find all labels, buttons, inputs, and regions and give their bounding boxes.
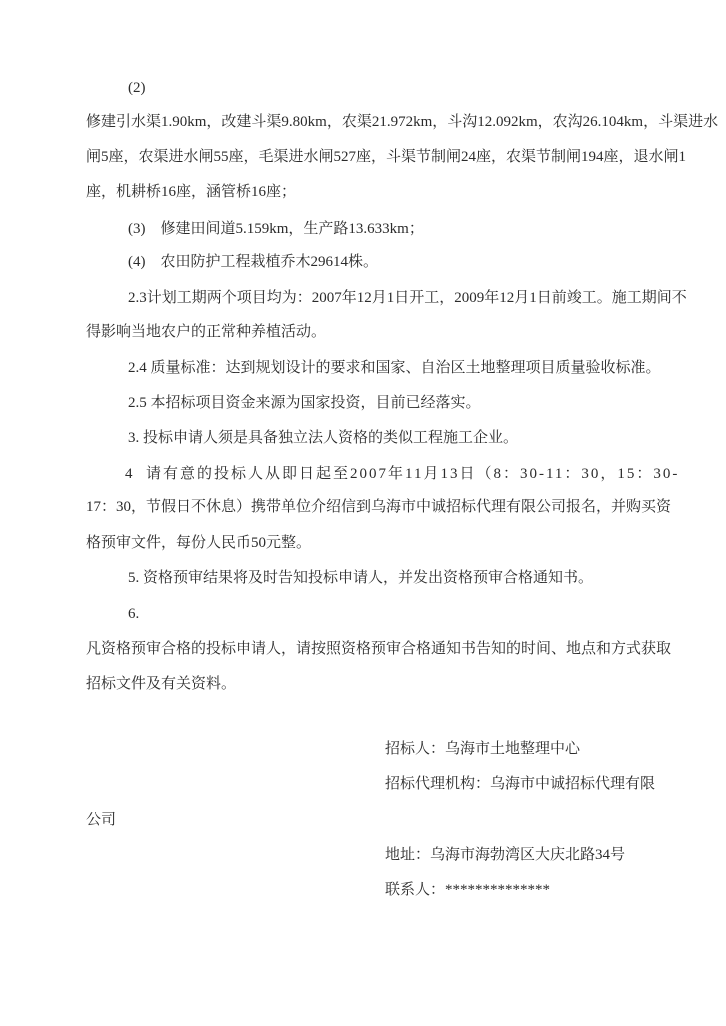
tenderee-line: 招标人：乌海市土地整理中心 [385, 741, 581, 757]
clause-2-3-line-2: 得影响当地农户的正常种养植活动。 [86, 324, 327, 340]
clause-4-line-1: 4 请有意的投标人从即日起至2007年11月13日（8：30-11：30，15：30- [125, 466, 680, 482]
clause-6-line-1: 凡资格预审合格的投标申请人，请按照资格预审合格通知书告知的时间、地点和方式获取 [86, 641, 672, 657]
item-3-line: (3) 修建田间道5.159km，生产路13.633km； [128, 221, 424, 237]
clause-3-line: 3. 投标申请人须是具备独立法人资格的类似工程施工企业。 [128, 430, 519, 446]
clause-2-5-line: 2.5 本招标项目资金来源为国家投资，目前已经落实。 [128, 395, 481, 411]
clause-4-line-2: 17：30，节假日不休息）携带单位介绍信到乌海市中诚招标代理有限公司报名，并购买资 [86, 499, 672, 515]
works-list-line-3: 座，机耕桥16座，涵管桥16座； [86, 184, 297, 200]
clause-2-4-line: 2.4 质量标准：达到规划设计的要求和国家、自治区土地整理项目质量验收标准。 [128, 360, 661, 376]
item-4-line: (4) 农田防护工程栽植乔木29614株。 [128, 254, 378, 270]
agency-line-2: 公司 [86, 812, 117, 828]
clause-2-3-line-1: 2.3计划工期两个项目均为：2007年12月1日开工，2009年12月1日前竣工。施工期间不 [128, 290, 687, 306]
works-list-line-2: 闸5座，农渠进水闸55座，毛渠进水闸527座，斗渠节制闸24座，农渠节制闸194座，退水闸1 [86, 149, 687, 165]
item-2-number: (2) [128, 80, 146, 96]
clause-4-line-3: 格预审文件，每份人民币50元整。 [86, 535, 312, 551]
clause-5-line: 5. 资格预审结果将及时告知投标申请人，并发出资格预审合格通知书。 [128, 570, 594, 586]
clause-6-number: 6. [128, 606, 140, 622]
clause-6-line-2: 招标文件及有关资料。 [86, 676, 237, 692]
works-list-line-1: 修建引水渠1.90km，改建斗渠9.80km，农渠21.972km，斗沟12.092km，农沟26.104km，斗渠进水 [86, 114, 719, 130]
agency-line-1: 招标代理机构：乌海市中诚招标代理有限 [385, 776, 656, 792]
address-line: 地址：乌海市海勃湾区大庆北路34号 [385, 847, 626, 863]
contact-line: 联系人：************** [385, 882, 551, 898]
